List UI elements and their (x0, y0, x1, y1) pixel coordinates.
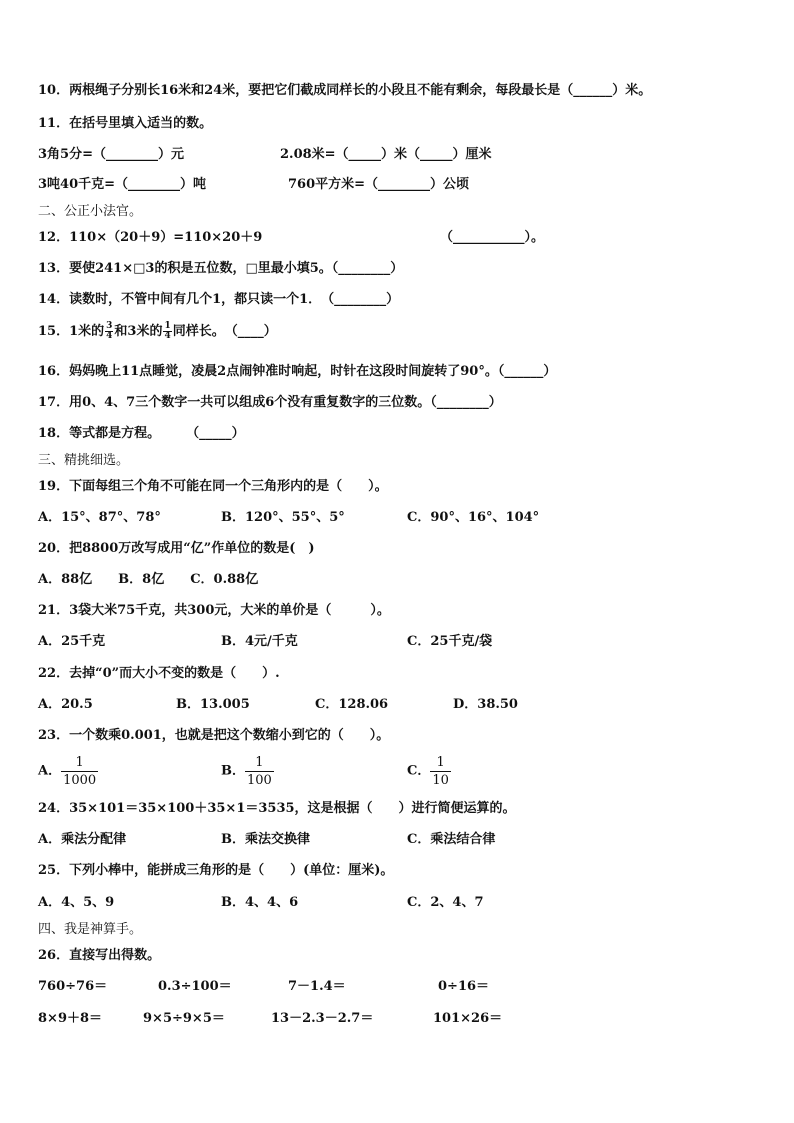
fraction-denominator: 1000 (63, 773, 97, 788)
question-15-suffix: 同样长。 （____） (172, 324, 277, 339)
fraction-denominator: 4 (164, 331, 171, 341)
calc-item: 9×5÷9×5＝ (143, 1011, 225, 1026)
option-c: C．2、4、7 (407, 895, 484, 910)
option-a (38, 754, 98, 789)
fraction-denominator: 4 (106, 331, 113, 341)
question-25: 25．下列小棒中，能拼成三角形的是（ ）(单位：厘米)。 (38, 863, 394, 878)
option-c: C．90°、16°、104° (407, 510, 540, 525)
calc-item: 760÷76＝ (38, 979, 108, 994)
fraction-one-tenth (430, 754, 451, 789)
question-24: 24．35×101＝35×100＋35×1＝3535，这是根据（ ）进行简便运算的。 (38, 801, 516, 816)
fraction-numerator: 1 (164, 321, 171, 331)
fraction-three-quarters (105, 322, 113, 341)
option-b: B．4元/千克 (221, 634, 298, 649)
question-21: 21．3袋大米75千克，共300元，大米的单价是（ ）。 (38, 603, 390, 618)
option-c: C．128.06 (315, 697, 389, 712)
calc-item: 7－1.4＝ (288, 979, 346, 994)
question-18: 18．等式都是方程。 （_____） (38, 426, 245, 441)
question-20: 20．把8800万改写成用“亿”作单位的数是( ) (38, 541, 315, 556)
question-11-item-d: 760平方米=（________）公顷 (288, 177, 470, 192)
question-11: 11．在括号里填入适当的数。 (38, 116, 213, 131)
calc-item: 101×26＝ (433, 1011, 503, 1026)
question-11-item-a: 3角5分=（________）元 (38, 147, 184, 162)
question-13: 13．要使241×□3的积是五位数，□里最小填5。（________） (38, 261, 404, 276)
question-20-options: A．88亿 B．8亿 C．0.88亿 (38, 572, 259, 587)
option-c-label: C． (407, 763, 431, 779)
option-b: B．120°、55°、5° (221, 510, 345, 525)
question-16: 16．妈妈晚上11点睡觉，凌晨2点闹钟准时响起，时针在这段时间旋转了90°。（______） (38, 364, 557, 379)
section-2-heading: 二、公正小法官。 (38, 204, 143, 219)
fraction-numerator: 3 (106, 321, 113, 331)
option-a: A．4、5、9 (38, 895, 115, 910)
option-c: C．25千克/袋 (407, 634, 493, 649)
fraction-one-quarter (163, 322, 171, 341)
section-4-heading: 四、我是神算手。 (38, 922, 143, 937)
question-12-text: 12．110×（20＋9）=110×20＋9 (38, 230, 263, 245)
calc-item: 8×9＋8＝ (38, 1011, 103, 1026)
option-d: D．38.50 (453, 697, 518, 712)
fraction-numerator: 1 (245, 754, 274, 772)
question-26: 26．直接写出得数。 (38, 948, 161, 963)
question-14: 14．读数时，不管中间有几个1，都只读一个1． （________） (38, 292, 400, 307)
question-10: 10．两根绳子分别长16米和24米，要把它们截成同样长的小段且不能有剩余，每段最长是（______）米。 (38, 83, 652, 98)
calc-item: 0.3÷100＝ (158, 979, 232, 994)
option-a: A．15°、87°、78° (38, 510, 161, 525)
question-15-prefix: 15．1米的 (38, 324, 105, 339)
fraction-one-thousandth (61, 754, 98, 789)
option-a-label: A． (38, 763, 62, 779)
fraction-denominator: 100 (247, 773, 272, 788)
question-22: 22．去掉“0”而大小不变的数是（ ）. (38, 666, 280, 681)
question-15-middle: 和3米的 (114, 324, 163, 339)
question-11-item-c: 3吨40千克=（________）吨 (38, 177, 207, 192)
section-3-heading: 三、精挑细选。 (38, 453, 130, 468)
option-b: B．乘法交换律 (221, 832, 310, 847)
option-b-label: B． (221, 763, 245, 779)
question-19: 19．下面每组三个角不可能在同一个三角形内的是（ ）。 (38, 479, 388, 494)
fraction-denominator: 10 (432, 773, 449, 788)
question-17: 17．用0、4、7三个数字一共可以组成6个没有重复数字的三位数。（________） (38, 395, 502, 410)
fraction-numerator: 1 (61, 754, 98, 772)
question-12-blank: （___________）。 (440, 230, 545, 245)
option-b: B．13.005 (176, 697, 250, 712)
question-15 (38, 322, 277, 341)
option-b (221, 754, 274, 789)
question-23: 23．一个数乘0.001，也就是把这个数缩小到它的（ ）。 (38, 728, 390, 743)
question-12 (38, 230, 545, 246)
calc-item: 13－2.3－2.7＝ (271, 1011, 374, 1026)
fraction-one-hundredth (245, 754, 274, 789)
fraction-numerator: 1 (430, 754, 451, 772)
question-11-item-b: 2.08米=（_____）米（_____）厘米 (280, 147, 492, 162)
calc-item: 0÷16＝ (438, 979, 490, 994)
option-c (407, 754, 451, 789)
option-a: A．20.5 (38, 697, 93, 712)
option-a: A．25千克 (38, 634, 106, 649)
option-a: A．乘法分配律 (38, 832, 127, 847)
option-b: B．4、4、6 (221, 895, 299, 910)
option-c: C．乘法结合律 (407, 832, 496, 847)
